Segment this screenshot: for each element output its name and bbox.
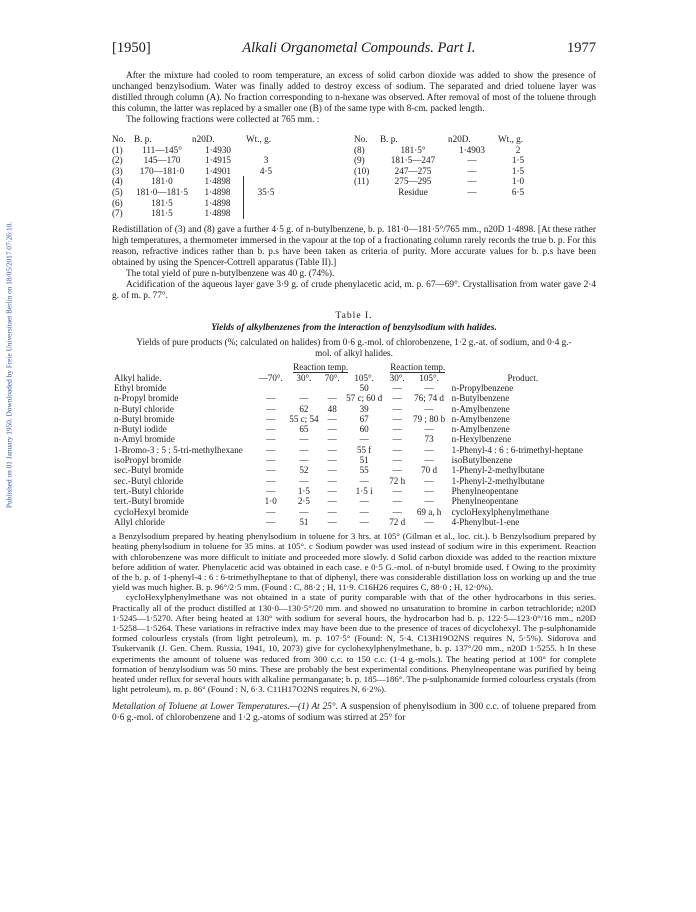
- fraction-bp: 181·0—181·5: [135, 186, 189, 197]
- paragraph-3: Redistillation of (3) and (8) gave a further 4·5 g. of n-butylbenzene, b. p. 181·0—181·5°/765 mm., n20D 1·4898. [At these rather high temperatures, a thermometer immersed in the vapour at the top of a fractionating column rarely records the true b. p. For this reason, refractive indices rather than b. p.s have been taken as criteria of purity. More accurate values for b. p.s have been obtained by using the Spencer-Cottrell apparatus (Table II).]: [112, 224, 596, 268]
- column-header: 105°.: [354, 372, 374, 383]
- yield-cell: 57 c; 60 d: [346, 393, 383, 404]
- fraction-row: [354, 176, 596, 187]
- table-row: [112, 476, 596, 486]
- fraction-bp: 181·5: [151, 208, 173, 219]
- yield-cell: —: [327, 475, 337, 486]
- column-header: 70°.: [324, 372, 340, 383]
- table-description: Yields of pure products (%; calculated on halides) from 0·6 g.-mol. of chlorobenzene, 1·2 g.-at. of sodium, and 0·4 g.-mol. of alkyl halides.: [136, 336, 572, 358]
- yield-cell: [286, 383, 322, 393]
- fraction-n: —: [467, 165, 477, 176]
- yield-cell: —: [392, 393, 402, 404]
- product-cell: cycloHexylphenylmethane: [451, 506, 550, 517]
- alkyl-halide-cell: tert.-Butyl bromide: [114, 496, 185, 507]
- yield-cell: —: [327, 455, 337, 466]
- running-header: [112, 40, 596, 57]
- yield-cell: —: [392, 434, 402, 445]
- footnote-1: a Benzylsodium prepared by heating phenylsodium in toluene for 3 hrs. at 105° (Gilman et al., loc. cit.). b Benzylsodium prepared by heating phenylsodium in toluene for 35 mins. at 105°. c Sodium powder was used instead of sodium wire in this experiment. Reaction with chlorobenzene was more difficult to initiate and proceeded more slowly. d Solid carbon dioxide was added to the reaction mixture before addition of water. Phenylacetic acid was obtained in each case. e 0·5 G.-mol. of n-butyl bromide used. f Owing to the proximity of the b. p. of 1-phenyl-4 : 6 : 6-trimethylheptane to that of diphenyl, there was considerable distillation loss on working up and the true yield was much higher. B. p. 96°/2·5 mm. (Found : C, 88·2 ; H, 11·9. C16H26 requires C, 88·0 ; H, 12·0%).: [112, 531, 596, 593]
- yield-cell: —: [392, 506, 402, 517]
- yield-cell: —: [266, 424, 276, 435]
- table-row: [112, 445, 596, 455]
- download-notice: Published on 01 January 1950. Downloaded by Freie Universitaet Berlin on 18/05/2017 07:26:10.: [4, 221, 14, 509]
- table-row: [112, 496, 596, 506]
- yield-cell: 72 d: [389, 516, 406, 527]
- table-row: [112, 434, 596, 444]
- fraction-n: 1·4898: [192, 198, 244, 209]
- fraction-row: [112, 187, 354, 198]
- fraction-row: [112, 166, 354, 177]
- yield-cell: 48: [327, 403, 337, 414]
- fraction-bp: 181·5—247: [390, 155, 436, 166]
- fractions-table: [112, 134, 596, 219]
- metalation-paragraph: [112, 702, 596, 724]
- yield-cell: —: [392, 485, 402, 496]
- product-cell: isoButylbenzene: [451, 455, 513, 466]
- fraction-wt: [246, 176, 286, 187]
- yield-cell: 52: [299, 465, 309, 476]
- header-wt: Wt., g.: [246, 134, 272, 144]
- fraction-row: [112, 198, 354, 209]
- yield-cell: 1·0: [264, 496, 277, 507]
- fraction-n: 1·4901: [204, 165, 232, 176]
- yield-cell: —: [359, 475, 369, 486]
- fraction-wt: 1·5: [511, 165, 525, 176]
- product-cell: n-Hexylbenzene: [451, 434, 512, 445]
- alkyl-halide-cell: n-Propyl bromide: [114, 393, 179, 404]
- paper-page: [112, 40, 596, 724]
- fraction-n: 1·4915: [204, 155, 232, 166]
- yield-cell: —: [359, 496, 369, 507]
- yield-cell: —: [266, 393, 276, 404]
- fraction-no: (8): [354, 144, 365, 155]
- header-title: Alkali Organometal Compounds. Part I.: [242, 40, 476, 56]
- header-bp: B. p.: [380, 134, 398, 144]
- product-cell: 1-Phenyl-2-methylbutane: [451, 465, 545, 476]
- fraction-bp: Residue: [398, 186, 428, 197]
- yield-cell: —: [392, 403, 402, 414]
- yield-cell: —: [266, 434, 276, 445]
- yield-cell: 62: [299, 403, 309, 414]
- table-group-row: [112, 360, 596, 372]
- fraction-no: (1): [112, 144, 123, 155]
- yield-cell: —: [424, 516, 434, 527]
- fractions-right: [354, 134, 596, 219]
- group-header-1: Reaction temp.: [293, 362, 349, 373]
- fractions-left: [112, 134, 354, 219]
- fraction-n: 1·4898: [192, 208, 244, 219]
- yield-cell: —: [266, 475, 276, 486]
- fraction-row: [354, 145, 596, 156]
- header-n: n20D.: [192, 134, 215, 144]
- table-row: [112, 404, 596, 414]
- fraction-row: [112, 176, 354, 187]
- fraction-bp: 170—181·0: [139, 165, 185, 176]
- yield-cell: [256, 383, 286, 393]
- table-row: [112, 507, 596, 517]
- yield-cell: —: [327, 506, 337, 517]
- yield-cell: 76; 74 d: [414, 393, 444, 404]
- fraction-wt: 6·5: [511, 186, 525, 197]
- yield-cell: —: [392, 382, 402, 393]
- fraction-bp: 111—145°: [142, 144, 182, 155]
- fraction-row: [112, 145, 354, 156]
- header-year: [1950]: [112, 40, 151, 56]
- yield-cell: 1·5: [297, 485, 310, 496]
- yield-cell: —: [424, 403, 434, 414]
- yield-cell: —: [424, 444, 434, 455]
- table-row: [112, 517, 596, 527]
- yield-cell: —: [392, 465, 402, 476]
- fraction-row: [112, 208, 354, 219]
- fraction-n: 1·4898: [192, 176, 244, 187]
- yield-cell: —: [299, 444, 309, 455]
- yield-cell: —: [424, 485, 434, 496]
- column-header: —70°.: [258, 372, 283, 383]
- paragraph-5: Acidification of the aqueous layer gave 3·9 g. of crude phenylacetic acid, m. p. 67—69°. Crystallisation from water gave 2·4 g. of m. p. 77°.: [112, 279, 596, 301]
- fraction-no: [354, 187, 378, 198]
- column-header: 30°.: [389, 372, 405, 383]
- fraction-n: 1·4930: [204, 144, 232, 155]
- yield-cell: —: [424, 475, 434, 486]
- fraction-no: (3): [112, 165, 123, 176]
- yield-cell: —: [424, 496, 434, 507]
- alkyl-halide-cell: n-Amyl bromide: [114, 434, 175, 445]
- yield-cell: 55: [359, 465, 369, 476]
- fraction-bp: 181·5°: [400, 144, 426, 155]
- alkyl-halide-cell: Allyl chloride: [114, 516, 165, 527]
- fraction-wt: [246, 198, 286, 209]
- alkyl-halide-cell: n-Butyl bromide: [114, 413, 175, 424]
- yield-cell: 65: [299, 424, 309, 435]
- fraction-wt: 2: [515, 144, 521, 155]
- product-cell: 4-Phenylbut-1-ene: [451, 516, 520, 527]
- product-cell: n-Butylbenzene: [451, 393, 510, 404]
- fraction-bp: 181·0: [151, 176, 173, 187]
- table-row: [112, 393, 596, 403]
- yield-cell: —: [392, 444, 402, 455]
- fraction-no: (4): [112, 176, 123, 187]
- fraction-n: —: [467, 186, 477, 197]
- yield-cell: —: [266, 444, 276, 455]
- fraction-wt: [246, 208, 286, 219]
- column-header: Product.: [507, 372, 539, 383]
- column-header: Alkyl halide.: [114, 372, 162, 383]
- yield-cell: —: [266, 506, 276, 517]
- product-cell: Phenylneopentane: [451, 496, 519, 507]
- fraction-n: 1·4903: [458, 144, 486, 155]
- yield-cell: —: [392, 424, 402, 435]
- fractions-header-right: [354, 134, 596, 145]
- footnote-2: cycloHexylphenylmethane was not obtained in a state of purity comparable with that of the other hydrocarbons in this series. Practically all of the product distilled at 130·0—130·5°/20 mm. and showed no unsaturation to bromine in carbon tetrachloride; n20D 1·5245—1·5270. After being heated at 130° with sodium for several hours, the hydrocarbon had b. p. 122·5—123·0°/16 mm., n20D 1·5258—1·5264. These variations in refractive index may have been due to the presence of traces of dicyclohexyl. The p-sulphonamide formed colourless crystals (from light petroleum), m. p. 107·5° (Found: N, 5·4. C13H19O2NS requires N, 5·5%). Sidorova and Tsukervanik (J. Gen. Chem. Russia, 1941, 10, 2073) give for cyclohexylphenylmethane, b. p. 137°/20 mm., n20D 1·5255. h In these experiments the amount of toluene was reduced from 300 c.c. to 150 c.c. (1·4 g.-mols.). The heating period at 100° for complete formation of benzylsodium was 50 mins. These are probably the best experimental conditions. Phenylneopentane was purified by being heated under reflux for several hours with alkaline permanganate; b. p. 185—186°. The p-sulphonamide formed colourless crystals (from light petroleum), m. p. 86° (Found : N, 6·3. C11H17O2NS requires N, 6·2%).: [112, 592, 596, 695]
- alkyl-halide-cell: isoPropyl bromide: [114, 455, 182, 466]
- yield-cell: —: [392, 496, 402, 507]
- header-page: 1977: [566, 40, 596, 56]
- yield-cell: 50: [359, 382, 369, 393]
- yield-cell: 51: [359, 455, 369, 466]
- paragraph-4: The total yield of pure n-butylbenzene was 40 g. (74%).: [126, 268, 335, 279]
- column-header: 105°.: [419, 372, 439, 383]
- fraction-bp: 181·5: [151, 197, 173, 208]
- yield-cell: —: [299, 475, 309, 486]
- yield-cell: —: [327, 434, 337, 445]
- fraction-row: [112, 155, 354, 166]
- yield-cell: —: [392, 413, 402, 424]
- yield-cell: —: [359, 434, 369, 445]
- yield-cell: 39: [359, 403, 369, 414]
- yield-cell: —: [327, 516, 337, 527]
- alkyl-halide-cell: sec.-Butyl chloride: [114, 475, 184, 486]
- product-cell: 1-Phenyl-4 : 6 : 6-trimethyl-heptane: [451, 444, 583, 455]
- yield-cell: —: [299, 434, 309, 445]
- table-row: [112, 414, 596, 424]
- yield-cell: 67: [359, 413, 369, 424]
- table-header-row: [112, 373, 596, 383]
- fraction-no: (7): [112, 208, 123, 219]
- table-row: [112, 455, 596, 465]
- fraction-n: —: [467, 155, 477, 166]
- yield-cell: —: [266, 455, 276, 466]
- yield-cell: —: [327, 393, 337, 404]
- metalation-text: A suspension of phenylsodium in 300 c.c. of toluene prepared from 0·6 g.-mol. of chlorobenzene and 1·2 g.-atoms of sodium was stirred at 25° for: [112, 702, 597, 724]
- fraction-wt: 1·0: [511, 176, 525, 187]
- fraction-wt: 4·5: [259, 165, 273, 176]
- group-header-2: Reaction temp.: [390, 362, 446, 373]
- fraction-wt: 3: [263, 155, 269, 166]
- product-cell: n-Amylbenzene: [451, 413, 510, 424]
- alkyl-halide-cell: tert.-Butyl chloride: [114, 485, 184, 496]
- yield-cell: —: [327, 465, 337, 476]
- product-cell: n-Amylbenzene: [451, 424, 510, 435]
- fraction-no: (9): [354, 155, 365, 166]
- fraction-no: (2): [112, 155, 123, 166]
- fraction-bp: 275—295: [394, 176, 432, 187]
- product-cell: Phenylneopentane: [451, 485, 519, 496]
- yield-cell: —: [327, 485, 337, 496]
- yield-cell: —: [392, 455, 402, 466]
- yield-cell: —: [266, 516, 276, 527]
- fraction-row: [354, 155, 596, 166]
- yield-cell: —: [266, 413, 276, 424]
- fraction-wt: 1·5: [511, 155, 525, 166]
- alkyl-halide-cell: sec.-Butyl bromide: [114, 465, 184, 476]
- fraction-no: (10): [354, 165, 370, 176]
- yield-cell: —: [424, 455, 434, 466]
- alkyl-halide-cell: 1-Bromo-3 : 5 : 5-tri-methylhexane: [114, 444, 243, 455]
- yield-cell: —: [327, 444, 337, 455]
- yield-cell: 55 c; 54: [289, 413, 319, 424]
- fraction-row: [354, 187, 596, 198]
- table-body: [112, 383, 596, 527]
- header-wt: Wt., g.: [498, 134, 524, 144]
- download-sidebar: [2, 150, 16, 580]
- table-subtitle: Yields of alkylbenzenes from the interaction of benzylsodium with halides.: [211, 322, 497, 333]
- yield-cell: 2·5: [297, 496, 310, 507]
- fraction-no: (5): [112, 186, 123, 197]
- yield-cell: —: [299, 455, 309, 466]
- yield-cell: —: [266, 403, 276, 414]
- alkyl-halide-cell: n-Butyl chloride: [114, 403, 174, 414]
- fraction-wt: 35·5: [257, 186, 275, 197]
- paragraph-1: After the mixture had cooled to room temperature, an excess of solid carbon dioxide was added to show the presence of unchanged benzylsodium. Water was finally added to destroy excess of sodium. The separated and dried toluene layer was distilled through column (A). No fraction corresponding to n-hexane was observed. After removal of most of the toluene through this column, the latter was replaced by a smaller one (B) of the same type with 8-cm. packed length.: [112, 71, 596, 114]
- yield-cell: 1·5 i: [355, 485, 373, 496]
- fraction-bp: 247—275: [394, 165, 432, 176]
- alkyl-halide-cell: Ethyl bromide: [114, 382, 167, 393]
- yield-cell: 70 d: [421, 465, 438, 476]
- column-header: 30°.: [296, 372, 312, 383]
- yield-cell: [322, 383, 343, 393]
- table-row: [112, 465, 596, 475]
- header-no: No.: [112, 134, 126, 144]
- fraction-n: —: [467, 176, 477, 187]
- header-n: n20D.: [448, 134, 471, 144]
- yield-cell: —: [299, 506, 309, 517]
- yield-cell: —: [359, 506, 369, 517]
- table-row: [112, 486, 596, 496]
- yield-cell: —: [359, 516, 369, 527]
- fraction-n: 1·4898: [192, 187, 244, 198]
- table-row: [112, 383, 596, 393]
- yield-cell: —: [327, 413, 337, 424]
- fractions-header-left: [112, 134, 354, 145]
- yield-cell: 60: [359, 424, 369, 435]
- fraction-bp: 145—170: [143, 155, 181, 166]
- alkyl-halide-cell: cycloHexyl bromide: [114, 506, 189, 517]
- yield-cell: 73: [424, 434, 434, 445]
- header-no: No.: [354, 134, 368, 144]
- yield-cell: 72 h: [389, 475, 406, 486]
- yield-cell: —: [424, 424, 434, 435]
- metalation-heading: Metallation of Toluene at Lower Temperatures.—(1) At 25°.: [112, 702, 338, 713]
- fraction-no: (11): [354, 176, 369, 187]
- table-row: [112, 424, 596, 434]
- yield-cell: 55 f: [356, 444, 372, 455]
- yield-cell: 69 a, h: [416, 506, 442, 517]
- yield-cell: —: [327, 496, 337, 507]
- yield-cell: —: [266, 485, 276, 496]
- product-cell: n-Propylbenzene: [451, 382, 514, 393]
- yield-cell: —: [299, 393, 309, 404]
- yield-cell: 79 ; 80 b: [413, 413, 446, 424]
- yields-table: [112, 360, 596, 527]
- product-cell: 1-Phenyl-2-methylbutane: [451, 475, 545, 486]
- header-bp: B. p.: [134, 134, 152, 144]
- yield-cell: —: [266, 465, 276, 476]
- paragraph-2: The following fractions were collected at 765 mm. :: [126, 115, 320, 125]
- product-cell: n-Amylbenzene: [451, 403, 510, 414]
- yield-cell: —: [327, 424, 337, 435]
- table-caption: Table I.: [335, 309, 373, 321]
- fraction-wt: [246, 145, 286, 156]
- alkyl-halide-cell: n-Butyl iodide: [114, 424, 167, 435]
- fraction-no: (6): [112, 197, 123, 208]
- yield-cell: —: [424, 382, 434, 393]
- fraction-row: [354, 166, 596, 177]
- yield-cell: 51: [299, 516, 309, 527]
